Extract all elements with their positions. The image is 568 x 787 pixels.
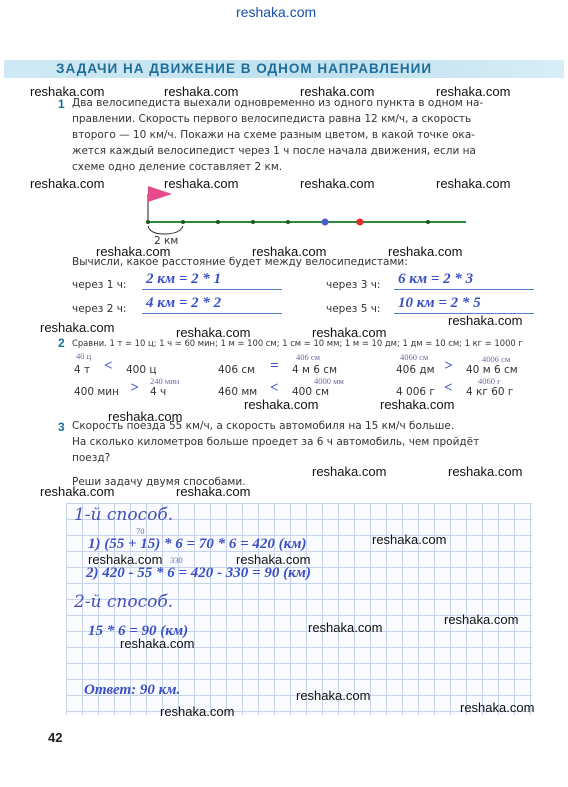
compare-left: 460 мм [218,386,258,398]
compare-sign: > [444,358,453,374]
scale-brace [148,226,183,234]
task1-number: 1 [58,97,65,111]
task3-number: 3 [58,420,65,434]
compare-left: 406 см [218,364,256,376]
way2-title: 2-й способ. [74,592,174,612]
compare-sign: > [130,380,139,396]
page-number: 42 [48,730,63,745]
task3-line: Скорость поезда 55 км/ч, а скорость автомобиля на 15 км/ч больше. [72,420,455,432]
watermark[interactable]: reshaka.com [30,176,105,191]
watermark[interactable]: reshaka.com [236,552,311,567]
watermark[interactable]: reshaka.com [436,84,511,99]
answer-label: через 2 ч: [72,303,127,315]
watermark[interactable]: reshaka.com [164,84,239,99]
watermark[interactable]: reshaka.com [436,176,511,191]
task1-line: второго — 10 км/ч. Покажи на схеме разным цветом, в какой точке ока- [72,129,475,141]
compare-right: 400 см [292,386,330,398]
compare-right: 40 м 6 см [466,364,518,376]
task1-line: правлении. Скорость первого велосипедиста равна 12 км/ч, а скорость [72,113,472,125]
compare-right: 4 кг 60 г [466,386,514,398]
answer-underline [142,289,282,290]
compare-right: 4 ч [150,386,167,398]
watermark[interactable]: reshaka.com [448,313,523,328]
watermark[interactable]: reshaka.com [300,84,375,99]
task2-intro: Сравни. 1 т = 10 ц; 1 ч = 60 мин; 1 м = 100 см; 1 см = 10 мм; 1 м = 10 дм; 1 дм = 10 см; 1 кг = 1000 г [72,338,523,348]
watermark[interactable]: reshaka.com [252,244,327,259]
answer-label: через 5 ч: [326,303,381,315]
handwritten-note: 240 мин [150,376,180,386]
watermark[interactable]: reshaka.com [380,397,455,412]
motion-scheme [140,182,480,248]
watermark[interactable]: reshaka.com [444,612,519,627]
answer-value: 2 км = 2 * 1 [146,271,222,287]
compare-sign: = [270,358,279,374]
watermark[interactable]: reshaka.com [96,244,171,259]
watermark[interactable]: reshaka.com [120,636,195,651]
handwritten-note: 406 см [296,352,321,362]
watermark[interactable]: reshaka.com [244,397,319,412]
point-second-cyclist [322,219,329,226]
watermark[interactable]: reshaka.com [30,84,105,99]
handwritten-note: 4060 г [478,376,501,386]
compare-sign: < [444,380,453,396]
handwritten-note: 4060 см [400,352,429,362]
compare-right: 4 м 6 см [292,364,337,376]
compare-sign: < [104,358,113,374]
compute-text: Вычисли, какое расстояние будет между велосипедистами: [72,256,408,268]
answer-underline [394,289,534,290]
compare-right: 400 ц [126,364,157,376]
handwritten-note: 40 ц [76,351,92,361]
answer-value: 4 км = 2 * 2 [146,295,222,311]
watermark[interactable]: reshaka.com [312,325,387,340]
compare-sign: < [270,380,279,396]
compare-left: 4 т [74,364,91,376]
way1-line2: 2) 420 - 55 * 6 = 420 - 330 = 90 (км) [86,565,311,581]
solve-instruction: Реши задачу двумя способами. [72,476,246,488]
final-answer: Ответ: 90 км. [84,682,181,698]
way1-line1: 1) (55 + 15) * 6 = 70 * 6 = 420 (км) [88,536,307,552]
task3-line: поезд? [72,452,111,464]
task2-number: 2 [58,336,65,350]
handwritten-note: 4000 мм [314,376,344,386]
handwritten-note: 4006 см [482,354,511,364]
way1-title: 1-й способ. [74,505,174,525]
compare-left: 400 мин [74,386,119,398]
task1-line: жется каждый велосипедист через 1 ч после начала движения, если на [72,145,476,157]
answer-label: через 1 ч: [72,279,127,291]
page-title: ЗАДАЧИ НА ДВИЖЕНИЕ В ОДНОМ НАПРАВЛЕНИИ [56,61,433,76]
scale-label: 2 км [154,235,179,247]
watermark[interactable]: reshaka.com [176,325,251,340]
watermark[interactable]: reshaka.com [108,409,183,424]
task1-line: Два велосипедиста выехали одновременно из одного пункта в одном на- [72,97,484,109]
compare-left: 406 дм [396,364,435,376]
watermark[interactable]: reshaka.com [40,320,115,335]
handwritten-note: 70 [136,526,145,536]
watermark[interactable]: reshaka.com [176,484,251,499]
answer-label: через 3 ч: [326,279,381,291]
way2-line1: 15 * 6 = 90 (км) [88,623,189,639]
watermark[interactable]: reshaka.com [40,484,115,499]
watermark[interactable]: reshaka.com [388,244,463,259]
watermark[interactable]: reshaka.com [164,176,239,191]
watermark[interactable]: reshaka.com [160,704,235,719]
watermark[interactable]: reshaka.com [372,532,447,547]
watermark[interactable]: reshaka.com [312,464,387,479]
task1-line: схеме одно деление составляет 2 км. [72,161,283,173]
handwritten-note: 330 [170,555,183,565]
point-first-cyclist [357,219,364,226]
watermark[interactable]: reshaka.com [460,700,535,715]
compare-left: 4 006 г [396,386,435,398]
watermark[interactable]: reshaka.com [88,552,163,567]
answer-underline [142,313,282,314]
task3-line: На сколько километров больше проедет за 6 ч автомобиль, чем пройдёт [72,436,480,448]
watermark[interactable]: reshaka.com [448,464,523,479]
watermark-top[interactable]: reshaka.com [236,4,317,20]
watermark[interactable]: reshaka.com [300,176,375,191]
answer-value: 10 км = 2 * 5 [398,295,481,311]
watermark[interactable]: reshaka.com [308,620,383,635]
answer-value: 6 км = 2 * 3 [398,271,474,287]
watermark[interactable]: reshaka.com [296,688,371,703]
